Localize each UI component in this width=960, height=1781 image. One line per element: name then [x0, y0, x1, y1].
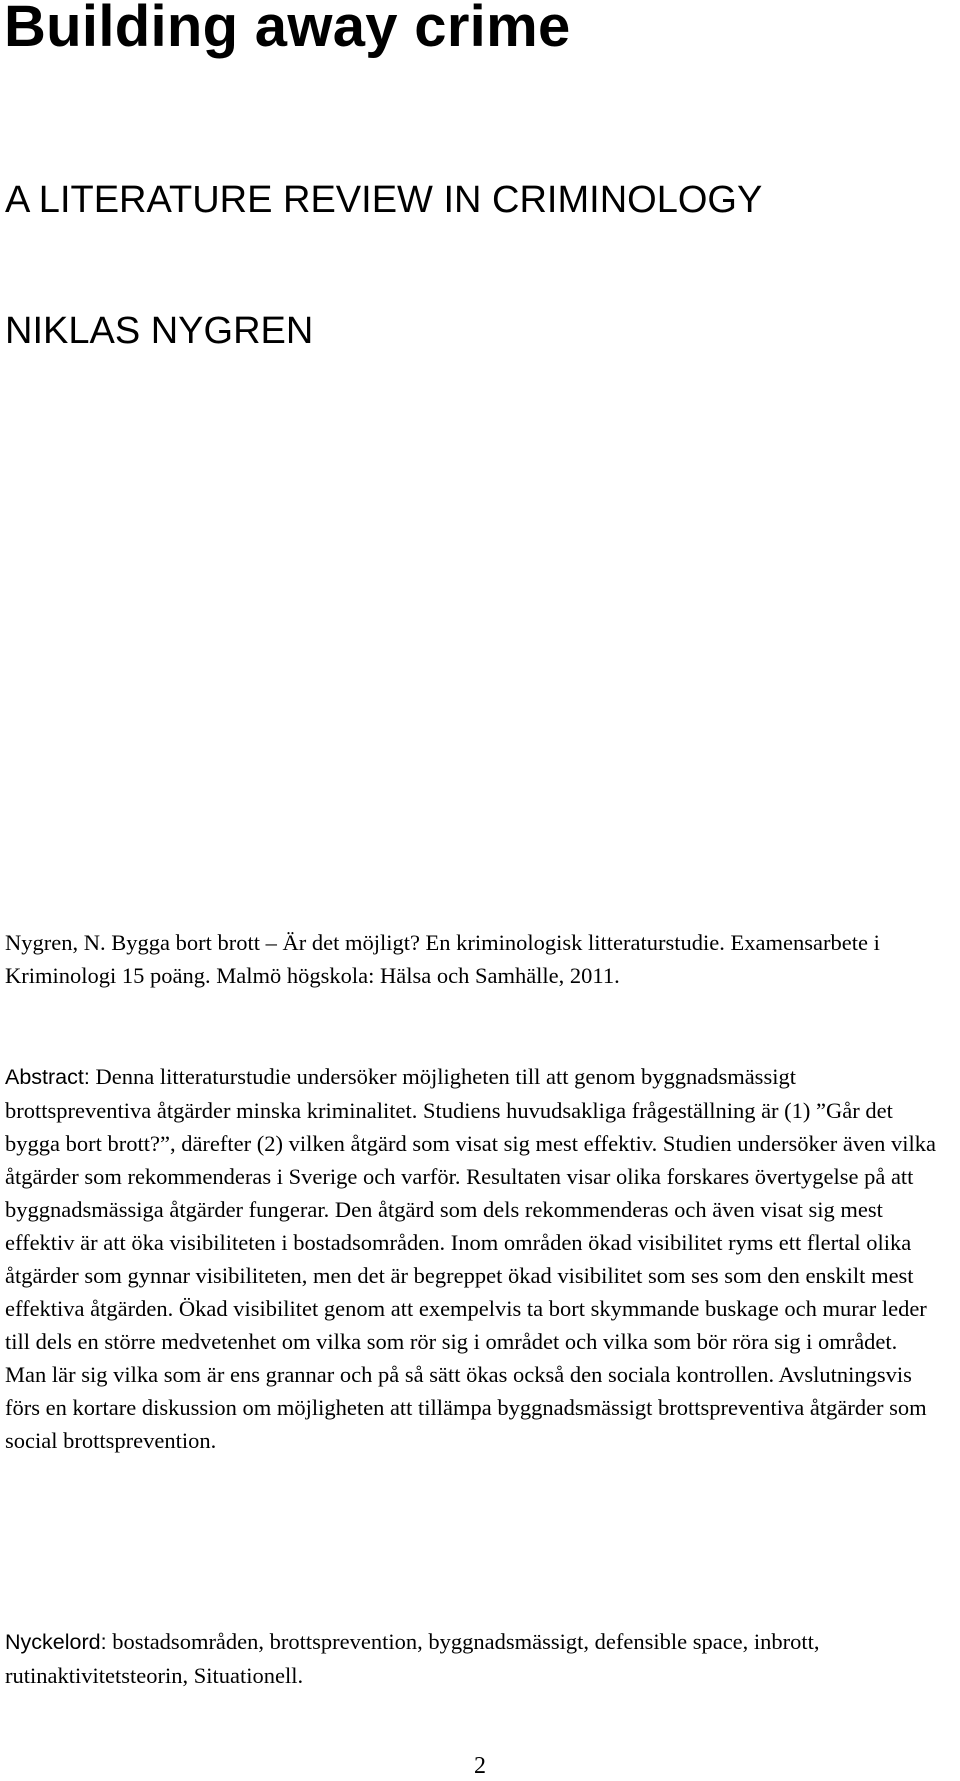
document-title: Building away crime — [4, 0, 571, 59]
page-number: 2 — [474, 1753, 486, 1779]
keywords-label: Nyckelord: — [5, 1630, 107, 1654]
citation-paragraph: Nygren, N. Bygga bort brott – Är det möjligt? En kriminologisk litteraturstudie. Examensarbete i Kriminologi 15 poäng. Malmö högskola: Hälsa och Samhälle, 2011. — [5, 930, 880, 988]
abstract-text: Denna litteraturstudie undersöker möjligheten till att genom byggnadsmässigt brottspreventiva åtgärder minska kriminalitet. Studiens huvudsakliga frågeställning är (1) ”Går det bygga bort brott?”, därefter (2) vilken åtgärd som visat sig mest effektiv. Studien undersöker även vilka åtgärder som rekommenderas i Sverige och varför. Resultaten visar olika forskares övertygelse på att byggnadsmässiga åtgärder fungerar. Den åtgärd som dels rekommenderas och även visat sig mest effektiv är att öka visibiliteten i bostadsområden. Inom områden ökad visibilitet ryms ett flertal olika åtgärder som gynnar visibiliteten, men det är begreppet ökad visibilitet som ses som den enskilt mest effektiva åtgärden. Ökad visibilitet genom att exempelvis ta bort skymmande buskage och murar leder till dels en större medvetenhet om vilka som rör sig i området och vilka som bör röra sig i området. Man lär sig vilka som är ens grannar och på så sätt ökas också den sociala kontrollen. Avslutningsvis förs en kortare diskussion om möjligheten att tillämpa byggnadsmässigt brottspreventiva åtgärder som social brottsprevention. — [5, 1064, 936, 1453]
abstract-label: Abstract: — [5, 1065, 90, 1089]
document-subtitle: A LITERATURE REVIEW IN CRIMINOLOGY — [5, 179, 763, 221]
author-name: NIKLAS NYGREN — [5, 310, 314, 352]
keywords-paragraph — [5, 1625, 940, 1692]
keywords-text: bostadsområden, brottsprevention, byggnadsmässigt, defensible space, inbrott, rutinaktivitetsteorin, Situationell. — [5, 1629, 820, 1688]
abstract-paragraph — [5, 1060, 940, 1457]
